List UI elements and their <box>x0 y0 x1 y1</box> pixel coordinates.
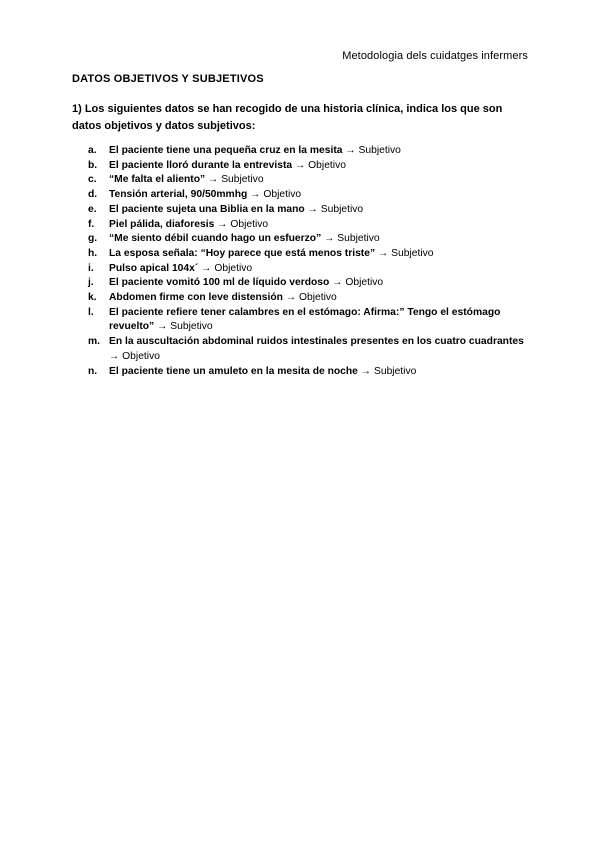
item-classification: Subjetivo <box>221 174 264 186</box>
item-statement: “Me falta el aliento” <box>109 174 206 186</box>
item-statement: “Me siento débil cuando hago un esfuerzo” <box>109 233 322 245</box>
list-item <box>88 291 528 306</box>
item-classification: Objetivo <box>298 292 337 304</box>
arrow-icon: → <box>295 159 306 171</box>
arrow-icon: → <box>157 321 168 333</box>
arrow-icon: → <box>285 292 297 304</box>
arrow-icon: → <box>332 277 343 289</box>
item-statement: Abdomen firme con leve distensión <box>109 292 283 304</box>
list-item <box>88 262 528 277</box>
item-letter: j. <box>88 277 94 289</box>
list-item <box>88 144 528 159</box>
item-classification: Objetivo <box>263 189 302 201</box>
item-letter: h. <box>88 247 98 259</box>
arrow-icon: → <box>360 365 372 377</box>
list-item <box>88 159 528 174</box>
item-letter: f. <box>88 218 95 230</box>
item-statement: El paciente vomitó 100 ml de líquido verdoso <box>109 277 330 289</box>
item-classification: Subjetivo <box>337 233 380 245</box>
item-letter: b. <box>88 159 98 171</box>
item-letter: a. <box>88 145 97 156</box>
item-letter: l. <box>88 306 94 318</box>
item-classification: Objetivo <box>345 277 384 289</box>
arrow-icon: → <box>250 189 261 201</box>
item-letter: d. <box>88 189 98 201</box>
item-classification: Objetivo <box>122 350 160 362</box>
list-item <box>88 203 528 218</box>
item-statement: La esposa señala: “Hoy parece que está menos triste” <box>109 247 376 259</box>
arrow-icon: → <box>324 233 335 245</box>
item-letter: n. <box>88 365 98 377</box>
arrow-icon: → <box>345 145 356 156</box>
arrow-icon: → <box>201 262 212 274</box>
item-classification: Subjetivo <box>170 321 213 333</box>
item-classification: Objetivo <box>230 218 269 230</box>
section-title: DATOS OBJETIVOS Y SUBJETIVOS <box>72 73 264 85</box>
arrow-icon: → <box>109 350 120 362</box>
answer-list <box>88 144 528 379</box>
item-statement: En la auscultación abdominal ruidos intestinales presentes en los cuatro cuadrantes <box>109 336 524 348</box>
question-text: 1) Los siguientes datos se han recogido de una historia clínica, indica los que son datos objetivos y datos subjetivos: <box>72 103 503 132</box>
item-statement: El paciente lloró durante la entrevista <box>109 159 293 171</box>
item-statement: El paciente refiere tener calambres en el estómago: Afirma:” Tengo el estómago revuelto” <box>109 306 501 333</box>
item-classification: Objetivo <box>214 262 253 274</box>
item-statement: El paciente sujeta una Biblia en la mano <box>109 203 305 215</box>
list-item <box>88 173 528 188</box>
item-classification: Subjetivo <box>320 203 364 215</box>
item-classification: Subjetivo <box>373 365 417 377</box>
item-letter: e. <box>88 203 97 215</box>
arrow-icon: → <box>378 247 389 259</box>
item-letter: i. <box>88 262 94 274</box>
item-statement: El paciente tiene un amuleto en la mesita de noche <box>109 365 358 377</box>
list-item <box>88 306 528 335</box>
arrow-icon: → <box>307 203 318 215</box>
item-classification: Objetivo <box>308 159 346 171</box>
item-classification: Subjetivo <box>391 247 434 259</box>
list-item <box>88 232 528 247</box>
arrow-icon: → <box>217 218 228 230</box>
list-item <box>88 335 528 364</box>
item-letter: k. <box>88 292 97 304</box>
running-header: Metodologia dels cuidatges infermers <box>342 50 528 62</box>
list-item <box>88 188 528 203</box>
list-item <box>88 276 528 291</box>
list-item <box>88 365 528 380</box>
item-classification: Subjetivo <box>358 145 401 156</box>
arrow-icon: → <box>208 174 219 186</box>
item-letter: g. <box>88 233 98 245</box>
item-letter: c. <box>88 174 97 186</box>
item-statement: El paciente tiene una pequeña cruz en la mesita <box>109 145 343 156</box>
list-item <box>88 247 528 262</box>
list-item <box>88 218 528 233</box>
item-statement: Pulso apical 104x´ <box>109 262 199 274</box>
item-statement: Piel pálida, diaforesis <box>109 218 215 230</box>
item-statement: Tensión arterial, 90/50mmhg <box>109 189 248 201</box>
item-letter: m. <box>88 336 101 348</box>
